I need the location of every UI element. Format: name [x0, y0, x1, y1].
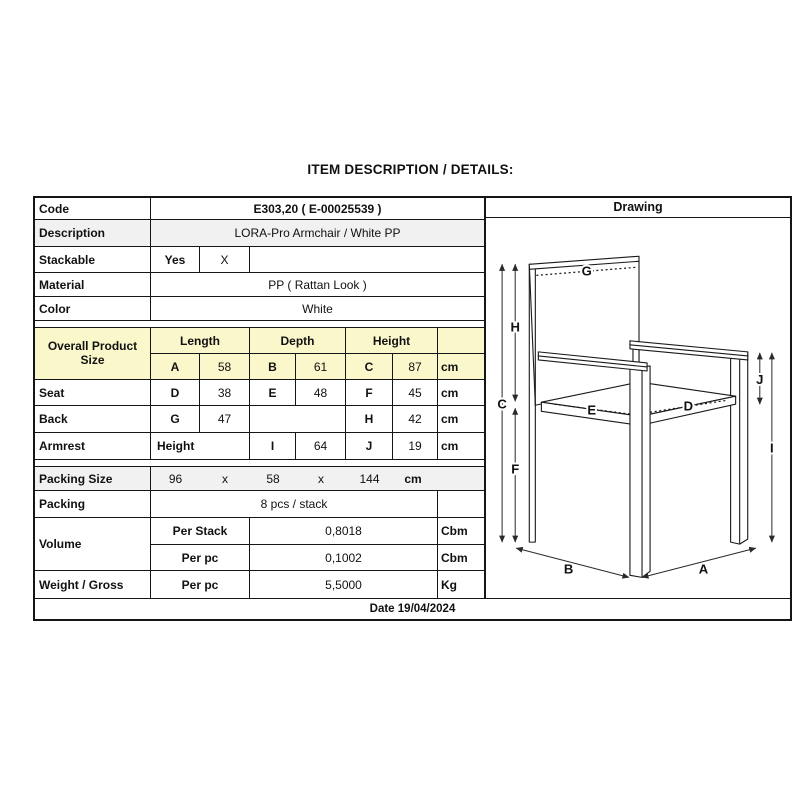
packing-value: 8 pcs / stack [151, 491, 438, 518]
seat-label: Seat [35, 380, 151, 406]
overall-length-value: 58 [200, 354, 250, 380]
overall-height-key: C [346, 354, 393, 380]
armrest-label: Armrest [35, 433, 151, 460]
packing-size-x2: x [318, 471, 324, 486]
chair-drawing [486, 218, 790, 599]
back-length-key: G [151, 406, 200, 433]
dim-label-a: A [698, 560, 709, 576]
volume-label: Volume [35, 518, 151, 571]
overall-height-value: 87 [393, 354, 438, 380]
armrest-height-value: 19 [393, 433, 438, 460]
per-stack-value: 0,8018 [250, 518, 438, 545]
stackable-empty-cell [250, 247, 484, 273]
weight-unit: Kg [441, 577, 457, 592]
per-pc-unit: Cbm [438, 545, 484, 571]
dim-label-i: I [770, 440, 774, 456]
color-label: Color [35, 297, 151, 321]
seat-unit: cm [438, 380, 484, 406]
armrest-sublabel: Height [151, 433, 250, 460]
per-stack-unit: Cbm [438, 518, 484, 545]
spec-sheet [33, 196, 792, 621]
chair-line-drawing [486, 218, 790, 599]
packing-size-value [151, 467, 484, 491]
packing-size-label: Packing Size [35, 467, 151, 491]
weight-label: Weight / Gross [35, 571, 151, 598]
section-spacer [35, 460, 484, 467]
dim-label-f: F [511, 461, 520, 477]
armrest-height-key: J [346, 433, 393, 460]
drawing-panel [486, 198, 790, 598]
length-column-header: Length [151, 328, 250, 354]
packing-size-unit: cm [404, 471, 422, 486]
date-value: Date 19/04/2024 [369, 603, 456, 615]
stackable-label: Stackable [35, 247, 151, 273]
description-label: Description [35, 220, 151, 247]
date-row [35, 598, 790, 619]
packing-size-w: 96 [168, 471, 183, 486]
seat-length-value: 38 [200, 380, 250, 406]
packing-label: Packing [35, 491, 151, 518]
seat-depth-value: 48 [296, 380, 346, 406]
material-label: Material [35, 273, 151, 297]
spec-table [35, 198, 486, 598]
stackable-option: Yes [151, 247, 200, 273]
back-unit: cm [438, 406, 484, 433]
armrest-depth-key: I [250, 433, 296, 460]
material-value: PP ( Rattan Look ) [151, 273, 484, 297]
per-pc-label: Per pc [151, 545, 250, 571]
page-title: ITEM DESCRIPTION / DETAILS: [307, 162, 514, 177]
dim-label-d: D [683, 397, 694, 413]
weight-value: 5,5000 [250, 571, 438, 598]
dim-label-g: G [581, 262, 592, 278]
depth-column-header: Depth [250, 328, 346, 354]
seat-height-value: 45 [393, 380, 438, 406]
unit-header-empty [438, 328, 484, 354]
section-spacer [35, 321, 484, 328]
height-column-header: Height [346, 328, 438, 354]
back-label: Back [35, 406, 151, 433]
overall-size-header: Overall Product Size [35, 328, 151, 380]
back-height-value: 42 [393, 406, 438, 433]
seat-height-key: F [346, 380, 393, 406]
per-stack-label: Per Stack [151, 518, 250, 545]
overall-length-key: A [151, 354, 200, 380]
dim-label-c: C [497, 395, 507, 411]
stackable-mark: X [200, 247, 250, 273]
seat-length-key: D [151, 380, 200, 406]
dim-label-b: B [563, 560, 574, 576]
per-pc-value: 0,1002 [250, 545, 438, 571]
packing-empty-cell [438, 491, 484, 518]
code-label: Code [35, 198, 151, 220]
seat-depth-key: E [250, 380, 296, 406]
back-height-key: H [346, 406, 393, 433]
back-length-value: 47 [200, 406, 250, 433]
drawing-header: Drawing [486, 198, 790, 218]
overall-depth-value: 61 [296, 354, 346, 380]
dim-label-h: H [510, 319, 520, 335]
color-value: White [151, 297, 484, 321]
dim-label-e: E [587, 401, 597, 417]
packing-size-x1: x [222, 471, 228, 486]
dim-label-j: J [756, 371, 764, 387]
packing-size-d: 58 [266, 471, 280, 486]
packing-size-h: 144 [359, 471, 380, 486]
chair-outline [529, 256, 747, 577]
overall-unit: cm [438, 354, 484, 380]
description-value: LORA-Pro Armchair / White PP [151, 220, 484, 247]
armrest-unit: cm [438, 433, 484, 460]
code-value: E303,20 ( E-00025539 ) [151, 198, 484, 220]
weight-per-label: Per pc [151, 571, 250, 598]
back-depth-empty [250, 406, 346, 433]
armrest-depth-value: 64 [296, 433, 346, 460]
overall-depth-key: B [250, 354, 296, 380]
